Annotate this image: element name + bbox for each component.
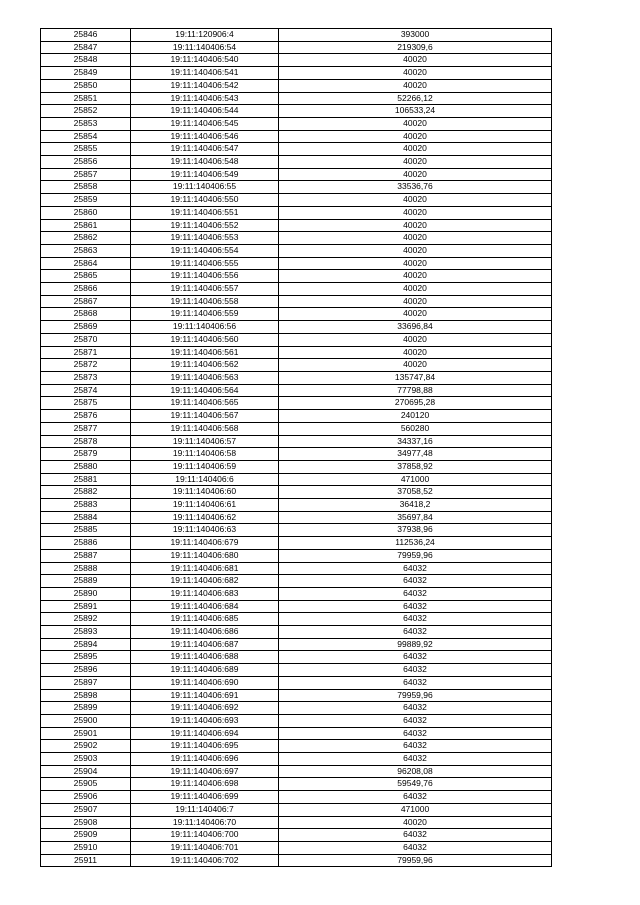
row-number-cell: 25882 [41, 486, 131, 499]
value-cell: 79959,96 [279, 854, 552, 867]
table-row [41, 778, 552, 791]
cadastral-number-cell: 19:11:140406:559 [131, 308, 279, 321]
value-cell: 40020 [279, 308, 552, 321]
row-number-cell: 25872 [41, 359, 131, 372]
value-cell: 64032 [279, 600, 552, 613]
cadastral-number-cell: 19:11:140406:58 [131, 448, 279, 461]
value-cell: 393000 [279, 29, 552, 42]
row-number-cell: 25849 [41, 67, 131, 80]
cadastral-number-cell: 19:11:140406:692 [131, 702, 279, 715]
table-row [41, 613, 552, 626]
value-cell: 40020 [279, 283, 552, 296]
row-number-cell: 25855 [41, 143, 131, 156]
row-number-cell: 25878 [41, 435, 131, 448]
cadastral-number-cell: 19:11:140406:61 [131, 499, 279, 512]
value-cell: 34977,48 [279, 448, 552, 461]
value-cell: 64032 [279, 727, 552, 740]
table-row [41, 54, 552, 67]
value-cell: 40020 [279, 333, 552, 346]
cadastral-number-cell: 19:11:140406:62 [131, 511, 279, 524]
cadastral-number-cell: 19:11:140406:551 [131, 206, 279, 219]
value-cell: 59549,76 [279, 778, 552, 791]
table-row [41, 740, 552, 753]
row-number-cell: 25861 [41, 219, 131, 232]
row-number-cell: 25883 [41, 499, 131, 512]
cadastral-number-cell: 19:11:140406:699 [131, 791, 279, 804]
cadastral-number-cell: 19:11:140406:545 [131, 117, 279, 130]
table-row [41, 664, 552, 677]
cadastral-number-cell: 19:11:140406:686 [131, 626, 279, 639]
table-row [41, 130, 552, 143]
table-row [41, 537, 552, 550]
table-row [41, 854, 552, 867]
table-row [41, 486, 552, 499]
table-row [41, 753, 552, 766]
table-row [41, 397, 552, 410]
row-number-cell: 25867 [41, 295, 131, 308]
value-cell: 40020 [279, 270, 552, 283]
cadastral-number-cell: 19:11:140406:691 [131, 689, 279, 702]
value-cell: 40020 [279, 117, 552, 130]
row-number-cell: 25856 [41, 156, 131, 169]
row-number-cell: 25911 [41, 854, 131, 867]
value-cell: 240120 [279, 410, 552, 423]
row-number-cell: 25889 [41, 575, 131, 588]
value-cell: 106533,24 [279, 105, 552, 118]
value-cell: 64032 [279, 562, 552, 575]
table-row [41, 511, 552, 524]
cadastral-number-cell: 19:11:140406:689 [131, 664, 279, 677]
cadastral-number-cell: 19:11:140406:546 [131, 130, 279, 143]
table-row [41, 765, 552, 778]
table-row [41, 67, 552, 80]
value-cell: 52266,12 [279, 92, 552, 105]
cadastral-number-cell: 19:11:140406:59 [131, 460, 279, 473]
value-cell: 37058,52 [279, 486, 552, 499]
cadastral-number-cell: 19:11:140406:560 [131, 333, 279, 346]
table-row [41, 156, 552, 169]
row-number-cell: 25864 [41, 257, 131, 270]
table-row [41, 283, 552, 296]
cadastral-number-cell: 19:11:140406:680 [131, 549, 279, 562]
cadastral-number-cell: 19:11:140406:685 [131, 613, 279, 626]
cadastral-number-cell: 19:11:140406:694 [131, 727, 279, 740]
cadastral-number-cell: 19:11:140406:556 [131, 270, 279, 283]
row-number-cell: 25901 [41, 727, 131, 740]
value-cell: 40020 [279, 130, 552, 143]
value-cell: 64032 [279, 651, 552, 664]
row-number-cell: 25850 [41, 79, 131, 92]
value-cell: 135747,84 [279, 371, 552, 384]
value-cell: 36418,2 [279, 499, 552, 512]
table-row [41, 575, 552, 588]
row-number-cell: 25851 [41, 92, 131, 105]
cadastral-number-cell: 19:11:140406:6 [131, 473, 279, 486]
row-number-cell: 25900 [41, 714, 131, 727]
table-row [41, 219, 552, 232]
table-row [41, 587, 552, 600]
row-number-cell: 25857 [41, 168, 131, 181]
table-row [41, 549, 552, 562]
value-cell: 64032 [279, 740, 552, 753]
table-row [41, 232, 552, 245]
cadastral-number-cell: 19:11:140406:561 [131, 346, 279, 359]
table-row [41, 359, 552, 372]
value-cell: 40020 [279, 79, 552, 92]
row-number-cell: 25904 [41, 765, 131, 778]
row-number-cell: 25871 [41, 346, 131, 359]
cadastral-number-cell: 19:11:120906:4 [131, 29, 279, 42]
value-cell: 33696,84 [279, 321, 552, 334]
value-cell: 64032 [279, 664, 552, 677]
cadastral-number-cell: 19:11:140406:547 [131, 143, 279, 156]
cadastral-number-cell: 19:11:140406:543 [131, 92, 279, 105]
value-cell: 40020 [279, 359, 552, 372]
row-number-cell: 25875 [41, 397, 131, 410]
row-number-cell: 25908 [41, 816, 131, 829]
row-number-cell: 25894 [41, 638, 131, 651]
row-number-cell: 25892 [41, 613, 131, 626]
value-cell: 64032 [279, 626, 552, 639]
row-number-cell: 25860 [41, 206, 131, 219]
value-cell: 40020 [279, 54, 552, 67]
value-cell: 40020 [279, 156, 552, 169]
value-cell: 64032 [279, 613, 552, 626]
cadastral-number-cell: 19:11:140406:555 [131, 257, 279, 270]
row-number-cell: 25847 [41, 41, 131, 54]
row-number-cell: 25887 [41, 549, 131, 562]
value-cell: 471000 [279, 473, 552, 486]
row-number-cell: 25870 [41, 333, 131, 346]
table-row [41, 676, 552, 689]
cadastral-number-cell: 19:11:140406:696 [131, 753, 279, 766]
table-row [41, 143, 552, 156]
table-row [41, 29, 552, 42]
cadastral-number-cell: 19:11:140406:544 [131, 105, 279, 118]
row-number-cell: 25906 [41, 791, 131, 804]
row-number-cell: 25905 [41, 778, 131, 791]
cadastral-number-cell: 19:11:140406:684 [131, 600, 279, 613]
row-number-cell: 25885 [41, 524, 131, 537]
row-number-cell: 25881 [41, 473, 131, 486]
table-row [41, 270, 552, 283]
row-number-cell: 25853 [41, 117, 131, 130]
row-number-cell: 25893 [41, 626, 131, 639]
value-cell: 64032 [279, 842, 552, 855]
cadastral-number-cell: 19:11:140406:550 [131, 194, 279, 207]
cadastral-number-cell: 19:11:140406:565 [131, 397, 279, 410]
cadastral-number-cell: 19:11:140406:681 [131, 562, 279, 575]
table-row [41, 626, 552, 639]
cadastral-number-cell: 19:11:140406:695 [131, 740, 279, 753]
cadastral-number-cell: 19:11:140406:564 [131, 384, 279, 397]
value-cell: 471000 [279, 803, 552, 816]
cadastral-number-cell: 19:11:140406:56 [131, 321, 279, 334]
row-number-cell: 25907 [41, 803, 131, 816]
cadastral-number-cell: 19:11:140406:54 [131, 41, 279, 54]
row-number-cell: 25909 [41, 829, 131, 842]
cadastral-number-cell: 19:11:140406:701 [131, 842, 279, 855]
value-cell: 96208,08 [279, 765, 552, 778]
row-number-cell: 25848 [41, 54, 131, 67]
row-number-cell: 25884 [41, 511, 131, 524]
value-cell: 270695,28 [279, 397, 552, 410]
table-row [41, 384, 552, 397]
cadastral-number-cell: 19:11:140406:549 [131, 168, 279, 181]
cadastral-number-cell: 19:11:140406:557 [131, 283, 279, 296]
row-number-cell: 25862 [41, 232, 131, 245]
row-number-cell: 25866 [41, 283, 131, 296]
value-cell: 64032 [279, 676, 552, 689]
row-number-cell: 25865 [41, 270, 131, 283]
table-row [41, 105, 552, 118]
value-cell: 40020 [279, 346, 552, 359]
table-row [41, 638, 552, 651]
cadastral-number-cell: 19:11:140406:548 [131, 156, 279, 169]
table-row [41, 842, 552, 855]
table-row [41, 803, 552, 816]
value-cell: 40020 [279, 219, 552, 232]
cadastral-number-cell: 19:11:140406:63 [131, 524, 279, 537]
table-row [41, 460, 552, 473]
table-row [41, 435, 552, 448]
row-number-cell: 25898 [41, 689, 131, 702]
value-cell: 40020 [279, 143, 552, 156]
table-row [41, 524, 552, 537]
row-number-cell: 25899 [41, 702, 131, 715]
cadastral-number-cell: 19:11:140406:558 [131, 295, 279, 308]
value-cell: 219309,6 [279, 41, 552, 54]
cadastral-number-cell: 19:11:140406:7 [131, 803, 279, 816]
table-row [41, 448, 552, 461]
value-cell: 40020 [279, 232, 552, 245]
table-body [41, 29, 552, 867]
value-cell: 64032 [279, 791, 552, 804]
cadastral-number-cell: 19:11:140406:60 [131, 486, 279, 499]
value-cell: 40020 [279, 206, 552, 219]
value-cell: 64032 [279, 753, 552, 766]
row-number-cell: 25891 [41, 600, 131, 613]
value-cell: 77798,88 [279, 384, 552, 397]
value-cell: 64032 [279, 702, 552, 715]
value-cell: 99889,92 [279, 638, 552, 651]
row-number-cell: 25903 [41, 753, 131, 766]
table-row [41, 308, 552, 321]
table-row [41, 295, 552, 308]
cadastral-number-cell: 19:11:140406:682 [131, 575, 279, 588]
table-row [41, 321, 552, 334]
value-cell: 40020 [279, 194, 552, 207]
value-cell: 112536,24 [279, 537, 552, 550]
table-row [41, 346, 552, 359]
value-cell: 64032 [279, 714, 552, 727]
row-number-cell: 25890 [41, 587, 131, 600]
cadastral-number-cell: 19:11:140406:568 [131, 422, 279, 435]
cadastral-number-cell: 19:11:140406:552 [131, 219, 279, 232]
cadastral-number-cell: 19:11:140406:683 [131, 587, 279, 600]
table-row [41, 689, 552, 702]
cadastral-number-cell: 19:11:140406:55 [131, 181, 279, 194]
row-number-cell: 25886 [41, 537, 131, 550]
table-row [41, 499, 552, 512]
value-cell: 34337,16 [279, 435, 552, 448]
table-row [41, 562, 552, 575]
row-number-cell: 25879 [41, 448, 131, 461]
table-row [41, 257, 552, 270]
row-number-cell: 25896 [41, 664, 131, 677]
value-cell: 33536,76 [279, 181, 552, 194]
table-row [41, 333, 552, 346]
row-number-cell: 25880 [41, 460, 131, 473]
cadastral-number-cell: 19:11:140406:679 [131, 537, 279, 550]
cadastral-number-cell: 19:11:140406:553 [131, 232, 279, 245]
table-row [41, 92, 552, 105]
row-number-cell: 25863 [41, 244, 131, 257]
table-row [41, 410, 552, 423]
cadastral-number-cell: 19:11:140406:554 [131, 244, 279, 257]
value-cell: 37858,92 [279, 460, 552, 473]
row-number-cell: 25876 [41, 410, 131, 423]
table-row [41, 651, 552, 664]
cadastral-number-cell: 19:11:140406:562 [131, 359, 279, 372]
cadastral-number-cell: 19:11:140406:540 [131, 54, 279, 67]
value-cell: 64032 [279, 587, 552, 600]
row-number-cell: 25858 [41, 181, 131, 194]
value-cell: 35697,84 [279, 511, 552, 524]
table-row [41, 79, 552, 92]
table-row [41, 714, 552, 727]
table-row [41, 816, 552, 829]
table-row [41, 791, 552, 804]
cadastral-number-cell: 19:11:140406:541 [131, 67, 279, 80]
row-number-cell: 25869 [41, 321, 131, 334]
value-cell: 40020 [279, 67, 552, 80]
value-cell: 560280 [279, 422, 552, 435]
value-cell: 40020 [279, 295, 552, 308]
value-cell: 64032 [279, 829, 552, 842]
cadastral-number-cell: 19:11:140406:687 [131, 638, 279, 651]
row-number-cell: 25873 [41, 371, 131, 384]
data-table [40, 28, 552, 867]
row-number-cell: 25902 [41, 740, 131, 753]
row-number-cell: 25910 [41, 842, 131, 855]
cadastral-number-cell: 19:11:140406:688 [131, 651, 279, 664]
row-number-cell: 25846 [41, 29, 131, 42]
value-cell: 79959,96 [279, 689, 552, 702]
table-row [41, 244, 552, 257]
row-number-cell: 25888 [41, 562, 131, 575]
cadastral-number-cell: 19:11:140406:542 [131, 79, 279, 92]
value-cell: 37938,96 [279, 524, 552, 537]
cadastral-number-cell: 19:11:140406:693 [131, 714, 279, 727]
table-row [41, 181, 552, 194]
cadastral-number-cell: 19:11:140406:690 [131, 676, 279, 689]
row-number-cell: 25852 [41, 105, 131, 118]
table-row [41, 206, 552, 219]
cadastral-number-cell: 19:11:140406:567 [131, 410, 279, 423]
table-row [41, 168, 552, 181]
value-cell: 40020 [279, 816, 552, 829]
table-row [41, 473, 552, 486]
cadastral-number-cell: 19:11:140406:698 [131, 778, 279, 791]
cadastral-number-cell: 19:11:140406:697 [131, 765, 279, 778]
table-row [41, 600, 552, 613]
value-cell: 79959,96 [279, 549, 552, 562]
row-number-cell: 25854 [41, 130, 131, 143]
cadastral-number-cell: 19:11:140406:70 [131, 816, 279, 829]
table-row [41, 371, 552, 384]
table-row [41, 41, 552, 54]
table-row [41, 117, 552, 130]
cadastral-number-cell: 19:11:140406:563 [131, 371, 279, 384]
table-row [41, 727, 552, 740]
cadastral-number-cell: 19:11:140406:700 [131, 829, 279, 842]
value-cell: 64032 [279, 575, 552, 588]
row-number-cell: 25895 [41, 651, 131, 664]
cadastral-number-cell: 19:11:140406:702 [131, 854, 279, 867]
value-cell: 40020 [279, 168, 552, 181]
table-row [41, 422, 552, 435]
table-row [41, 194, 552, 207]
value-cell: 40020 [279, 244, 552, 257]
value-cell: 40020 [279, 257, 552, 270]
row-number-cell: 25874 [41, 384, 131, 397]
row-number-cell: 25897 [41, 676, 131, 689]
table-row [41, 702, 552, 715]
row-number-cell: 25877 [41, 422, 131, 435]
cadastral-number-cell: 19:11:140406:57 [131, 435, 279, 448]
table-row [41, 829, 552, 842]
row-number-cell: 25868 [41, 308, 131, 321]
row-number-cell: 25859 [41, 194, 131, 207]
